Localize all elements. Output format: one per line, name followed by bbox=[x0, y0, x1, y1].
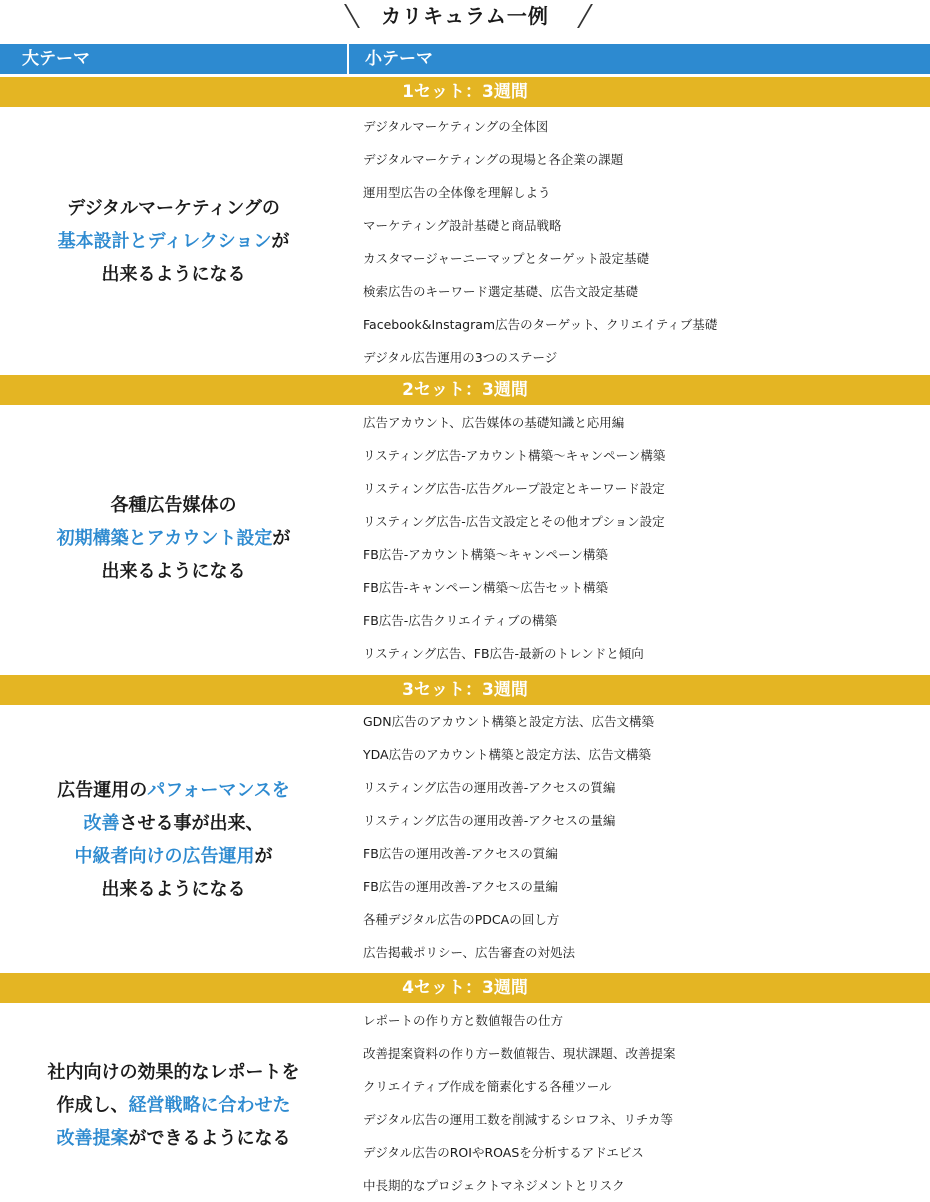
set-2-minor-list bbox=[363, 406, 665, 670]
minor-item: リスティング広告-広告グループ設定とキーワード設定 bbox=[363, 481, 665, 496]
minor-item: デジタルマーケティングの全体図 bbox=[363, 119, 549, 134]
set-1-major-theme bbox=[0, 192, 347, 291]
theme-text: が bbox=[272, 528, 291, 549]
theme-text: 作成し、 bbox=[56, 1095, 129, 1116]
set-4-minor-list bbox=[363, 1004, 676, 1202]
highlighted-text: 初期構築とアカウント設定 bbox=[56, 528, 273, 549]
minor-item: FB広告-広告クリエイティブの構築 bbox=[363, 613, 558, 628]
minor-item: クリエイティブ作成を簡素化する各種ツール bbox=[363, 1079, 612, 1094]
minor-item: マーケティング設計基礎と商品戦略 bbox=[363, 218, 562, 233]
theme-text: 各種広告媒体の bbox=[110, 495, 237, 516]
minor-item: 検索広告のキーワード選定基礎、広告文設定基礎 bbox=[363, 284, 639, 299]
theme-text: 広告運用の bbox=[57, 780, 148, 801]
minor-item: 運用型広告の全体像を理解しよう bbox=[363, 185, 551, 200]
set-4-major-theme bbox=[0, 1056, 347, 1155]
highlighted-text: 改善提案 bbox=[56, 1128, 129, 1149]
minor-item: デジタル広告の運用工数を削減するシロフネ、リチカ等 bbox=[363, 1112, 674, 1127]
set-4-bar: 4セット：3週間 bbox=[0, 973, 930, 1003]
major-theme-line bbox=[0, 1056, 347, 1089]
highlighted-text: 改善 bbox=[83, 813, 120, 834]
minor-item: デジタル広告運用の3つのステージ bbox=[363, 350, 558, 365]
theme-text: 出来るようになる bbox=[101, 561, 246, 582]
curriculum-title-area bbox=[0, 0, 930, 36]
highlighted-text: パフォーマンスを bbox=[147, 780, 290, 801]
major-theme-line bbox=[0, 1122, 347, 1155]
minor-item: リスティング広告の運用改善-アクセスの質編 bbox=[363, 780, 616, 795]
minor-item: YDA広告のアカウント構築と設定方法、広告文構築 bbox=[363, 747, 651, 762]
minor-item: リスティング広告-アカウント構築〜キャンペーン構築 bbox=[363, 448, 666, 463]
minor-item: デジタルマーケティングの現場と各企業の課題 bbox=[363, 152, 624, 167]
minor-item: リスティング広告の運用改善-アクセスの量編 bbox=[363, 813, 616, 828]
major-theme-line bbox=[0, 840, 347, 873]
minor-item: FB広告-アカウント構築〜キャンペーン構築 bbox=[363, 547, 608, 562]
set-4-section bbox=[0, 1004, 930, 1202]
theme-text: 出来るようになる bbox=[101, 264, 246, 285]
minor-item: カスタマージャーニーマップとターゲット設定基礎 bbox=[363, 251, 650, 266]
minor-item: リスティング広告-広告文設定とその他オプション設定 bbox=[363, 514, 665, 529]
minor-item: 広告掲載ポリシー、広告審査の対処法 bbox=[363, 945, 576, 960]
major-theme-line bbox=[0, 522, 347, 555]
set-2-major-theme bbox=[0, 489, 347, 588]
highlighted-text: 中級者向けの広告運用 bbox=[74, 846, 255, 867]
major-theme-line bbox=[0, 258, 347, 291]
minor-theme-header: 小テーマ bbox=[349, 44, 930, 74]
set-1-bar: 1セット：3週間 bbox=[0, 77, 930, 107]
minor-item: デジタル広告のROIやROASを分析するアドエビス bbox=[363, 1145, 644, 1160]
set-3-bar: 3セット：3週間 bbox=[0, 675, 930, 705]
major-theme-line bbox=[0, 225, 347, 258]
minor-item: リスティング広告、FB広告-最新のトレンドと傾向 bbox=[363, 646, 644, 661]
major-theme-line bbox=[0, 807, 347, 840]
minor-item: 改善提案資料の作り方ー数値報告、現状課題、改善提案 bbox=[363, 1046, 676, 1061]
major-theme-line bbox=[0, 1089, 347, 1122]
table-header bbox=[0, 44, 930, 74]
major-theme-line bbox=[0, 774, 347, 807]
set-1-section bbox=[0, 109, 930, 375]
set-2-bar: 2セット：3週間 bbox=[0, 375, 930, 405]
set-2-section bbox=[0, 406, 930, 674]
theme-text: ができるようになる bbox=[128, 1128, 291, 1149]
set-3-major-theme bbox=[0, 774, 347, 906]
minor-item: FB広告の運用改善-アクセスの量編 bbox=[363, 879, 558, 894]
set-1-minor-list bbox=[363, 110, 717, 374]
theme-text: デジタルマーケティングの bbox=[67, 198, 280, 219]
major-theme-line bbox=[0, 873, 347, 906]
theme-text: 社内向けの効果的なレポートを bbox=[47, 1062, 300, 1083]
theme-text: させる事が出来、 bbox=[119, 813, 264, 834]
minor-item: 広告アカウント、広告媒体の基礎知識と応用編 bbox=[363, 415, 625, 430]
minor-item: FB広告の運用改善-アクセスの質編 bbox=[363, 846, 558, 861]
set-3-section bbox=[0, 705, 930, 973]
major-theme-header: 大テーマ bbox=[0, 44, 347, 74]
minor-item: Facebook&Instagram広告のターゲット、クリエイティブ基礎 bbox=[363, 317, 718, 332]
minor-item: レポートの作り方と数値報告の仕方 bbox=[363, 1013, 564, 1028]
major-theme-line bbox=[0, 555, 347, 588]
minor-item: 各種デジタル広告のPDCAの回し方 bbox=[363, 912, 560, 927]
minor-item: GDN広告のアカウント構築と設定方法、広告文構築 bbox=[363, 714, 655, 729]
curriculum-title: カリキュラム一例 bbox=[381, 4, 549, 28]
minor-item: 中長期的なプロジェクトマネジメントとリスク bbox=[363, 1178, 625, 1193]
theme-text: が bbox=[271, 231, 290, 252]
major-theme-line bbox=[0, 489, 347, 522]
major-theme-line bbox=[0, 192, 347, 225]
highlighted-text: 基本設計とディレクション bbox=[57, 231, 272, 252]
theme-text: 出来るようになる bbox=[101, 879, 246, 900]
set-3-minor-list bbox=[363, 705, 654, 969]
theme-text: が bbox=[254, 846, 273, 867]
minor-item: FB広告-キャンペーン構築〜広告セット構築 bbox=[363, 580, 609, 595]
highlighted-text: 経営戦略に合わせた bbox=[128, 1095, 291, 1116]
